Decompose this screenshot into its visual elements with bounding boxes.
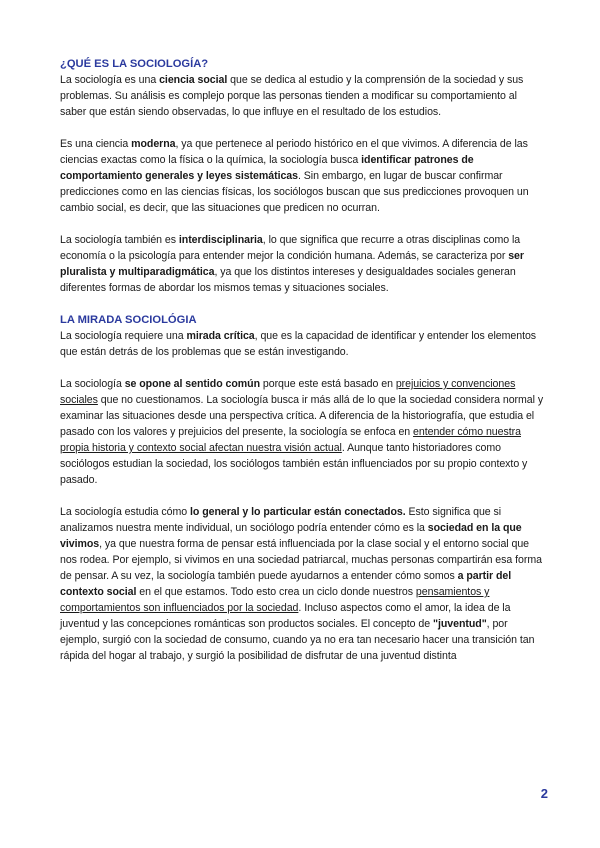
bold-text: ciencia social	[159, 74, 228, 86]
text-run: . Aunque tanto historiadores como sociólogos estudian la sociedad, los sociólogos también están influenciados por su propio contexto y pasado.	[60, 442, 528, 486]
section-title-mirada: LA MIRADA SOCIOLÓGIA	[60, 314, 197, 326]
underlined-text: pensamientos y comportamientos son influenciados por la sociedad	[60, 586, 490, 614]
bold-text: lo general y lo particular están conectados.	[189, 506, 406, 518]
text-run: , ya que pertenece al periodo histórico en el que vivimos. A diferencia de las ciencias exactas como la física o la química, la sociología busca	[60, 138, 528, 166]
bold-text: sociedad en la que vivimos	[60, 522, 522, 550]
bold-text: mirada crítica	[186, 330, 255, 342]
text-run: que no cuestionamos. La sociología busca ir más allá de lo que la sociedad considera normal y examinar las situaciones desde una perspectiva crítica. A diferencia de la historiografía, que estudia el pasado con los valores y prejuicios del presente, la sociología se enfoca en	[60, 394, 544, 438]
bold-text: interdisciplinaria	[178, 234, 263, 246]
paragraph	[60, 232, 544, 296]
page-number: 2	[540, 786, 548, 801]
text-run: , lo que significa que recurre a otras disciplinas como la economía o la psicología para entender mejor la condición humana. Además, se caracteriza por	[60, 234, 521, 262]
underlined-text: prejuicios y convenciones sociales	[60, 378, 516, 406]
text-run: Es una ciencia	[60, 138, 132, 150]
bold-text: "juventud"	[432, 618, 487, 630]
paragraph	[60, 72, 544, 120]
text-run: , que es la capacidad de identificar y entender los elementos que están detrás de los problemas que se están investigando.	[60, 330, 537, 358]
text-run: La sociología también es	[60, 234, 179, 246]
text-run: , ya que nuestra forma de pensar está influenciada por la clase social y el entorno social que nos rodea. Por ejemplo, si vivimos en una sociedad patriarcal, muchas personas compartirán esa forma de pensar. A su vez, la sociología también puede ayudarnos a entender cómo somos	[60, 538, 542, 582]
section-title-que-es: ¿QUÉ ES LA SOCIOLOGÍA?	[60, 58, 209, 70]
text-run: en el que estamos. Todo esto crea un ciclo donde nuestros	[136, 586, 416, 598]
text-run: La sociología	[60, 378, 125, 390]
text-run: que se dedica al estudio y la comprensión de la sociedad y sus problemas. Su análisis es complejo porque las personas tienden a modificar su comportamiento al saber que están siendo observadas, lo que influye en el resultado de los estudios.	[60, 74, 524, 118]
text-run: La sociología estudia cómo	[60, 506, 190, 518]
bold-text: se opone al sentido común	[124, 378, 260, 390]
document-page	[60, 56, 544, 680]
text-run: La sociología es una	[60, 74, 160, 86]
paragraph	[60, 328, 544, 360]
paragraph	[60, 376, 544, 488]
bold-text: ser pluralista y multiparadigmática	[60, 250, 524, 278]
text-run: Esto significa que si analizamos nuestra mente individual, un sociólogo podría entender cómo es la	[60, 506, 502, 534]
text-run: . Incluso aspectos como el amor, la idea de la juventud y las concepciones románticas son productos sociales. El concepto de	[60, 602, 511, 630]
bold-text: moderna	[131, 138, 176, 150]
bold-text: a partir del contexto social	[60, 570, 512, 598]
text-run: , ya que los distintos intereses y desigualdades sociales generan diferentes formas de abordar los mismos temas y situaciones sociales.	[60, 266, 516, 294]
paragraph	[60, 136, 544, 216]
paragraph	[60, 504, 544, 664]
underlined-text: entender cómo nuestra propia historia y contexto social afectan nuestra visión actual	[60, 426, 521, 454]
text-run: , por ejemplo, surgió con la sociedad de consumo, cuando ya no era tan necesario hacer una transición tan rápida del hogar al trabajo, y surgió la posibilidad de disfrutar de una juventud distinta	[60, 618, 535, 662]
text-run: . Sin embargo, en lugar de buscar confirmar predicciones como en las ciencias físicas, los sociólogos buscan que sus predicciones provoquen un cambio social, es decir, que las situaciones que predicen no ocurran.	[60, 170, 529, 214]
text-run: porque este está basado en	[260, 378, 396, 390]
text-run: La sociología requiere una	[60, 330, 187, 342]
bold-text: identificar patrones de comportamiento generales y leyes sistemáticas	[60, 154, 474, 182]
